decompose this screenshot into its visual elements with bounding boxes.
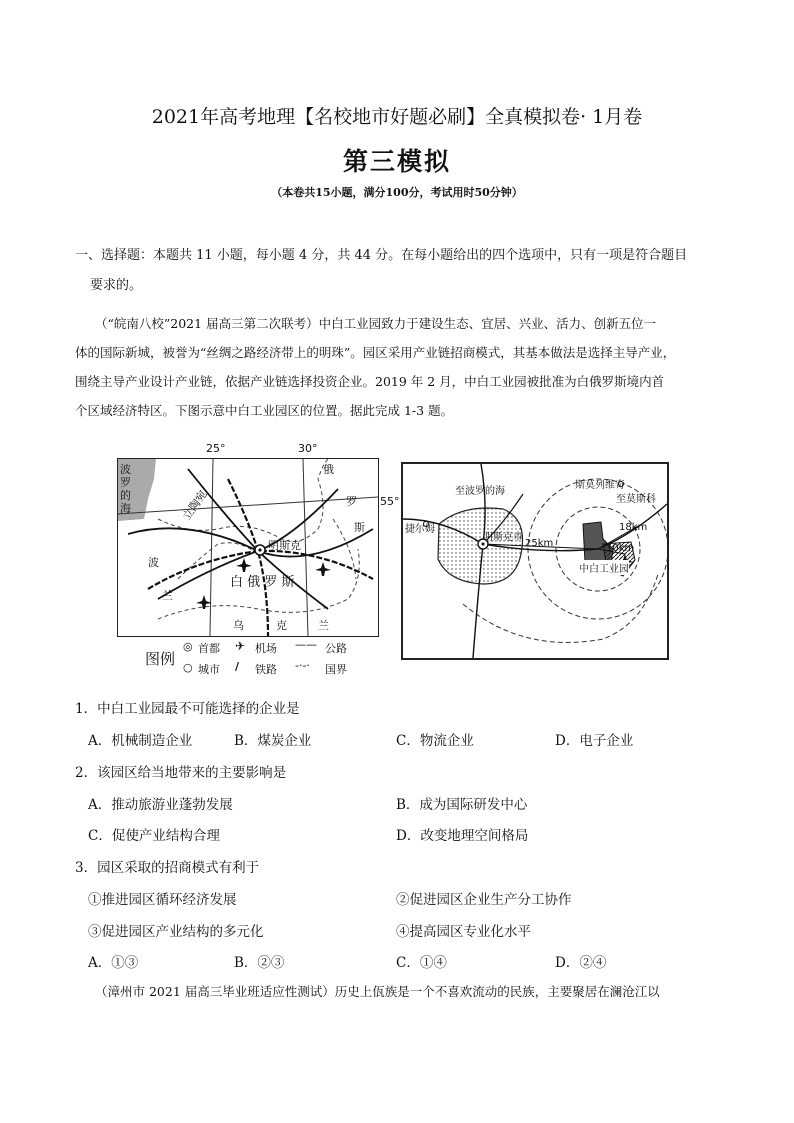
- to-baltic-label: 至波罗的海: [455, 486, 505, 497]
- legend-railway-icon: ∕: [235, 660, 240, 673]
- section-intro-line2: 要求的。: [90, 278, 143, 293]
- belarus-map-svg: [118, 459, 378, 636]
- passage1-line2: 体的国际新城，被誉为“丝绸之路经济带上的明珠”。园区采用产业链招商模式，其基本做法是选择主导产业，: [75, 345, 676, 360]
- passage2-line1: （漳州市 2021 届高三毕业班适应性测试）历史上佤族是一个不喜欢流动的民族，主要聚居在澜沧江以: [95, 984, 660, 999]
- q3-option-c: C．①④: [396, 955, 447, 971]
- longitude-25-label: 25°: [206, 442, 226, 455]
- legend-city-icon: ○: [183, 661, 193, 674]
- q1-option-d: D．电子企业: [555, 733, 634, 749]
- q3-option-d: D．②④: [555, 955, 607, 971]
- section-intro-line1: 一、选择题：本题共 11 小题，每小题 4 分，共 44 分。在每小题给出的四个选项中，只有一项是符合题目: [75, 248, 688, 263]
- legend-title: 图例: [145, 650, 176, 668]
- belarus-label: 白 俄 罗 斯: [230, 575, 295, 590]
- legend-capital: 首都: [198, 642, 220, 655]
- exam-subtitle: 第三模拟: [342, 147, 451, 176]
- distance-25km-label: 25km: [525, 538, 554, 549]
- legend-railway: 铁路: [255, 663, 277, 676]
- russia-label-3: 斯: [354, 521, 365, 534]
- airport-icon: [196, 595, 212, 609]
- q1-option-a: A．机械制造企业: [88, 733, 193, 749]
- legend-airport: 机场: [255, 642, 277, 655]
- dzerzhinsk-label: 捷尔姆: [405, 524, 435, 535]
- exam-title: 2021年高考地理【名校地市好题必刷】全真模拟卷· 1月卷: [151, 106, 643, 128]
- minsk-city-label: 明斯克市: [483, 532, 523, 543]
- q3-statement-1: ①推进园区循环经济发展: [88, 892, 237, 908]
- passage1-line3: 围绕主导产业设计产业链，依据产业链选择投资企业。2019 年 2 月，中白工业园被批准为白俄罗斯境内首: [75, 374, 665, 389]
- poland-label-2: 兰: [162, 589, 173, 602]
- q2-option-b: B．成为国际研发中心: [396, 797, 528, 813]
- q2-option-d: D．改变地理空间格局: [396, 828, 529, 844]
- exam-note: （本卷共15小题，满分100分，考试用时50分钟）: [271, 186, 523, 199]
- passage1-line1: （“皖南八校”2021 届高三第二次联考）中白工业园致力于建设生态、宜居、兴业、活力、创新五位一: [95, 316, 657, 331]
- legend-airport-icon: ✈: [235, 639, 246, 653]
- poland-label-1: 波: [148, 556, 159, 569]
- distance-18km-label: 18km: [619, 522, 648, 533]
- belarus-location-map: [117, 458, 379, 637]
- legend-road: 公路: [325, 642, 347, 655]
- q2-option-a: A．推动旅游业蓬勃发展: [88, 797, 233, 813]
- legend-city: 城市: [198, 663, 220, 676]
- baltic-sea-label: 波 罗 的 海: [120, 463, 131, 515]
- minsk-label: 明斯克: [268, 539, 301, 552]
- ukraine-label-2: 克: [276, 619, 287, 632]
- q2-option-c: C．促使产业结构合理: [88, 828, 220, 844]
- industrial-park-label: 中白工业园: [579, 560, 629, 575]
- question-2-stem: 2．该园区给当地带来的主要影响是: [75, 765, 287, 781]
- distance-10km-label: 10km: [606, 543, 635, 554]
- map-legend: [145, 638, 385, 682]
- q3-statement-2: ②促进园区企业生产分工协作: [396, 892, 572, 908]
- russia-label-2: 罗: [346, 495, 357, 508]
- legend-road-icon: ——: [295, 638, 317, 651]
- question-3-stem: 3．园区采取的招商模式有利于: [75, 860, 260, 876]
- airport-icon: [315, 562, 331, 576]
- to-moscow-label: 至莫斯科: [616, 494, 656, 505]
- q3-option-a: A．①③: [88, 955, 139, 971]
- latitude-55-label: 55°: [380, 495, 400, 508]
- lithuania-label: 立陶宛: [180, 488, 210, 523]
- q3-option-b: B．②③: [234, 955, 285, 971]
- legend-border: 国界: [325, 663, 347, 676]
- question-1-stem: 1．中白工业园最不可能选择的企业是: [75, 701, 300, 717]
- ukraine-label-3: 兰: [318, 619, 329, 632]
- passage1-line4: 个区域经济特区。下图示意中白工业园区的位置。据此完成 1-3 题。: [75, 403, 454, 418]
- legend-border-icon: -·-·: [295, 659, 310, 672]
- q1-option-b: B．煤炭企业: [234, 733, 312, 749]
- q3-statement-4: ④提高园区专业化水平: [396, 924, 531, 940]
- legend-capital-icon: ◎: [183, 640, 193, 653]
- airport-icon: [236, 558, 252, 572]
- russia-label-1: 俄: [323, 463, 334, 476]
- longitude-30-label: 30°: [298, 442, 318, 455]
- ukraine-label-1: 乌: [233, 619, 244, 632]
- q3-statement-3: ③促进园区产业结构的多元化: [88, 924, 264, 940]
- q1-option-c: C．物流企业: [396, 733, 474, 749]
- industrial-park-location-map: [401, 462, 669, 660]
- smolevichi-label: 斯莫列维奇: [575, 480, 625, 491]
